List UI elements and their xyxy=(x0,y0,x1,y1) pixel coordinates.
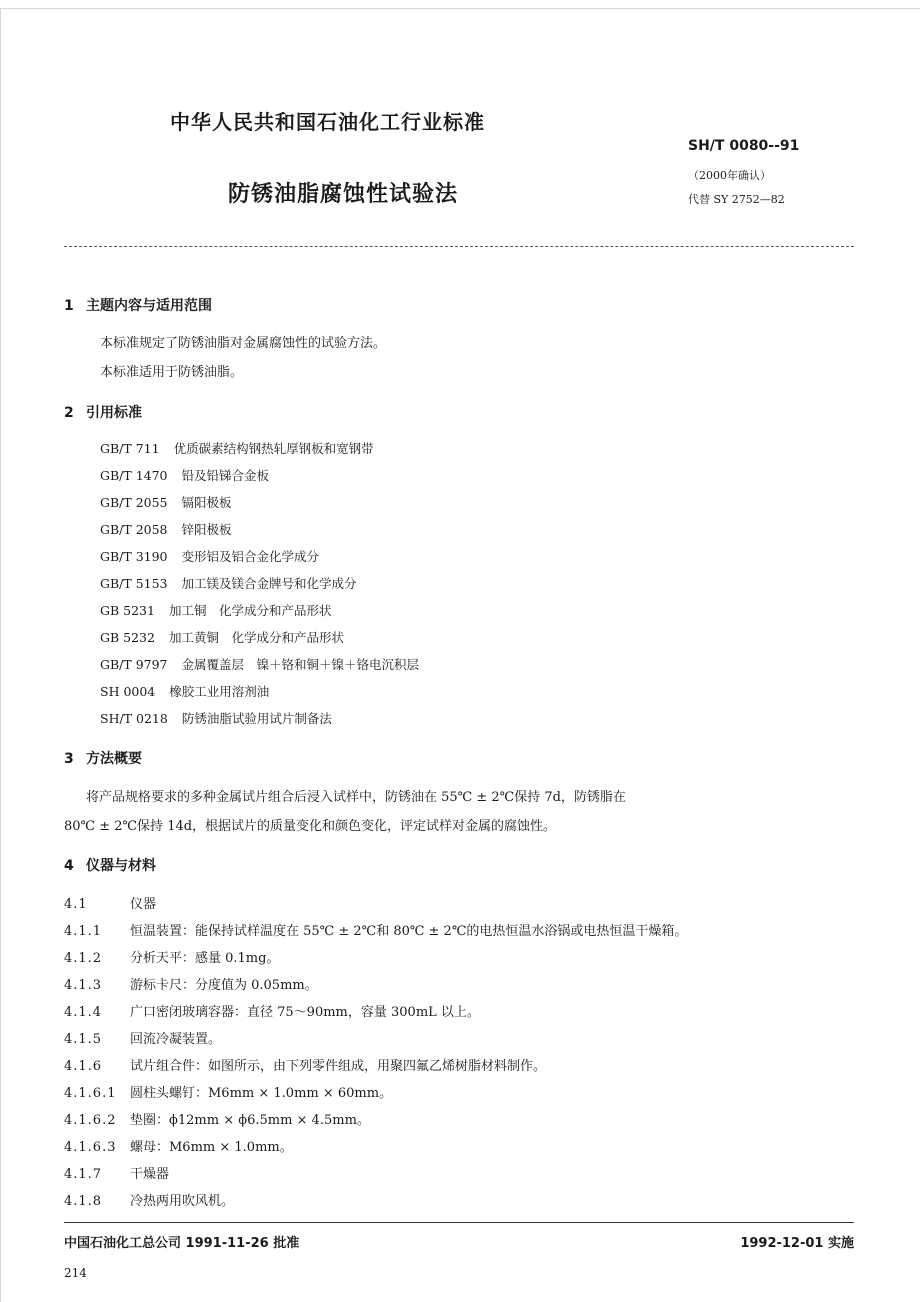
reference-name: 变形铝及铝合金化学成分 xyxy=(181,549,320,564)
issuing-organization: 中华人民共和国石油化工行业标准 xyxy=(170,110,485,134)
clause-text: 游标卡尺：分度值为 0.05mm。 xyxy=(130,978,318,993)
reference-name: 优质碳素结构钢热轧厚钢板和宽钢带 xyxy=(173,441,374,456)
reference-name: 橡胶工业用溶剂油 xyxy=(169,684,270,699)
clause-text: 分析天平：感量 0.1mg。 xyxy=(130,951,280,966)
clause-item xyxy=(64,1163,169,1182)
page-border-top xyxy=(0,8,920,9)
clause-text: 冷热两用吹风机。 xyxy=(130,1194,235,1209)
reference-item xyxy=(100,628,344,646)
section-1-number: 1 xyxy=(64,298,74,314)
reference-code: GB 5232 xyxy=(100,630,155,645)
clause-item xyxy=(64,920,687,939)
clause-number: 4.1.6.2 xyxy=(64,1113,117,1128)
clause-number: 4.1.8 xyxy=(64,1194,103,1209)
section-2-heading xyxy=(64,402,142,422)
reference-name: 铅及铅锑合金板 xyxy=(181,468,270,483)
clause-number: 4.1 xyxy=(64,897,88,912)
reference-code: GB/T 1470 xyxy=(100,468,168,483)
clause-number: 4.1.6 xyxy=(64,1059,103,1074)
reference-code: GB/T 9797 xyxy=(100,657,168,672)
section-1-paragraph-2: 本标准适用于防锈油脂。 xyxy=(100,365,244,380)
reference-item xyxy=(100,709,332,727)
reference-code: SH 0004 xyxy=(100,684,156,699)
clause-text: 广口密闭玻璃容器：直径 75～90mm，容量 300mL 以上。 xyxy=(130,1005,480,1020)
clause-number: 4.1.6.3 xyxy=(64,1140,117,1155)
reference-code: GB 5231 xyxy=(100,603,155,618)
clause-number: 4.1.4 xyxy=(64,1005,103,1020)
reference-name: 加工铜 化学成分和产品形状 xyxy=(168,603,332,618)
reference-item xyxy=(100,493,232,511)
clause-number: 4.1.7 xyxy=(64,1167,103,1182)
reference-item xyxy=(100,682,269,700)
clause-text: 圆柱头螺钉：M6mm × 1.0mm × 60mm。 xyxy=(130,1086,393,1101)
section-3-paragraph-line-2: 80℃ ± 2℃保持 14d，根据试片的质量变化和颜色变化，评定试样对金属的腐蚀性。 xyxy=(64,819,557,834)
reference-item xyxy=(100,574,357,592)
clause-number: 4.1.6.1 xyxy=(64,1086,117,1101)
reference-name: 防锈油脂试验用试片制备法 xyxy=(181,711,332,726)
reference-item xyxy=(100,655,419,673)
clause-item xyxy=(64,974,318,993)
clause-number: 4.1.5 xyxy=(64,1032,103,1047)
clause-item xyxy=(64,1136,293,1155)
clause-text: 螺母：M6mm × 1.0mm。 xyxy=(130,1140,293,1155)
clause-text: 恒温装置：能保持试样温度在 55℃ ± 2℃和 80℃ ± 2℃的电热恒温水浴锅或电热恒温干燥箱。 xyxy=(130,924,688,939)
section-3-paragraph-line-1: 将产品规格要求的多种金属试片组合后浸入试样中，防锈油在 55℃ ± 2℃保持 7d，防锈脂在 xyxy=(86,790,626,805)
clause-item xyxy=(64,1082,392,1101)
clause-item xyxy=(64,893,156,912)
clause-item xyxy=(64,1109,370,1128)
section-2-number: 2 xyxy=(64,405,74,421)
clause-item xyxy=(64,1028,221,1047)
clause-item xyxy=(64,947,279,966)
page-number: 214 xyxy=(64,1266,87,1280)
clause-text: 干燥器 xyxy=(130,1167,170,1182)
clause-text: 回流冷凝装置。 xyxy=(130,1032,222,1047)
implementation-date: 1992-12-01 实施 xyxy=(740,1236,854,1251)
clause-number: 4.1.1 xyxy=(64,924,103,939)
section-3-heading xyxy=(64,748,142,768)
document-title: 防锈油脂腐蚀性试验法 xyxy=(228,182,459,207)
clause-text: 仪器 xyxy=(130,897,157,912)
clause-item xyxy=(64,1001,480,1020)
reference-name: 加工黄铜 化学成分和产品形状 xyxy=(168,630,344,645)
section-1-heading xyxy=(64,295,212,315)
reference-item xyxy=(100,520,232,538)
page-border-left xyxy=(0,8,1,1302)
reference-item xyxy=(100,466,269,484)
reference-name: 锌阳极板 xyxy=(181,522,232,537)
confirmation-year: （2000年确认） xyxy=(688,169,771,182)
section-3-number: 3 xyxy=(64,751,74,767)
clause-item xyxy=(64,1190,234,1209)
section-4-number: 4 xyxy=(64,858,74,874)
clause-number: 4.1.3 xyxy=(64,978,103,993)
reference-code: GB/T 711 xyxy=(100,441,160,456)
reference-code: GB/T 3190 xyxy=(100,549,168,564)
reference-code: GB/T 5153 xyxy=(100,576,168,591)
reference-code: GB/T 2055 xyxy=(100,495,168,510)
reference-name: 加工镁及镁合金牌号和化学成分 xyxy=(181,576,357,591)
clause-number: 4.1.2 xyxy=(64,951,103,966)
reference-code: SH/T 0218 xyxy=(100,711,168,726)
reference-name: 镉阳极板 xyxy=(181,495,232,510)
clause-item xyxy=(64,1055,546,1074)
header-divider xyxy=(64,246,854,247)
reference-item xyxy=(100,439,374,457)
standard-code: SH/T 0080--91 xyxy=(688,138,800,154)
section-4-heading xyxy=(64,855,156,875)
section-2-title: 引用标准 xyxy=(86,405,142,421)
clause-text: 垫圈：ϕ12mm × ϕ6.5mm × 4.5mm。 xyxy=(130,1113,370,1128)
section-1-title: 主题内容与适用范围 xyxy=(86,298,212,314)
replaces-standard: 代替 SY 2752—82 xyxy=(688,193,785,206)
section-1-paragraph-1: 本标准规定了防锈油脂对金属腐蚀性的试验方法。 xyxy=(100,336,387,351)
section-3-title: 方法概要 xyxy=(86,751,142,767)
reference-name: 金属覆盖层 镍＋铬和铜＋镍＋铬电沉积层 xyxy=(181,657,420,672)
reference-item xyxy=(100,547,319,565)
reference-item xyxy=(100,601,331,619)
approval-line: 中国石油化工总公司 1991-11-26 批准 xyxy=(64,1236,300,1251)
footer-divider xyxy=(64,1222,854,1223)
reference-code: GB/T 2058 xyxy=(100,522,168,537)
clause-text: 试片组合件：如图所示，由下列零件组成，用聚四氟乙烯树脂材料制作。 xyxy=(130,1059,547,1074)
section-4-title: 仪器与材料 xyxy=(86,858,156,874)
